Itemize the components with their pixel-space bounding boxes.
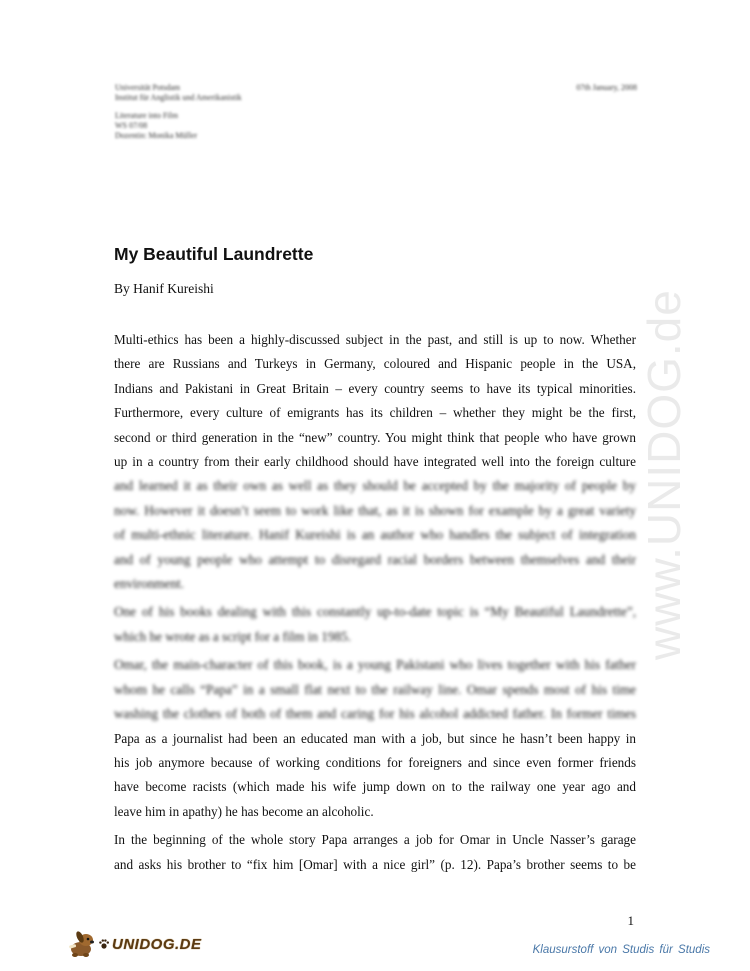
text-line: Furthermore, every culture of emigrants has its children – whether they might be the first, [114, 405, 636, 421]
blurred-text-line: now. However it doesn’t seem to work like that, as it is shown for example by a great variety [114, 502, 636, 518]
header-university: Universität Potsdam [115, 83, 181, 92]
text-line: his job anymore because of working conditions for foreigners and since even former friends [114, 754, 636, 770]
paragraph-3 [114, 653, 636, 824]
page-number: 1 [627, 913, 634, 928]
watermark: www.UNIDOG.de [638, 289, 690, 660]
paragraph-4 [114, 828, 636, 877]
footer-tagline: Klausurstoff von Studis für Studis [532, 944, 710, 956]
dog-mascot-icon [66, 928, 98, 960]
text-line: and asks his brother to “fix him [Omar] with a nice girl” (p. 12). Papa’s brother seems to be [114, 856, 636, 872]
header-course: Literature into Film [115, 111, 179, 120]
text-line: leave him in apathy) he has become an alcoholic. [114, 803, 374, 819]
document-byline: By Hanif Kureishi [114, 281, 214, 296]
logo-text: UNIDOG.DE [112, 935, 202, 953]
blurred-text-line: washing the clothes of both of them and caring for his alcohol addicted father. In former times [114, 706, 636, 722]
paragraph-1 [114, 328, 636, 596]
header-date: 07th January, 2008 [576, 83, 637, 92]
paw-icon [98, 938, 110, 950]
text-line: there are Russians and Turkeys in Germany, coloured and Hispanic people in the USA, [114, 356, 636, 372]
document-body [114, 328, 636, 881]
blurred-text-line: and learned it as their own as well as they should be accepted by the majority of people by [114, 478, 636, 494]
blurred-text-line: environment. [114, 576, 184, 592]
header-institution-block [115, 83, 242, 149]
unidog-logo [66, 928, 202, 960]
blurred-text-line: and of young people who attempt to disregard racial borders between themselves and their [114, 551, 636, 567]
header-institute: Institut für Anglistik und Amerikanistik [115, 93, 242, 102]
blurred-text-line: whom he calls “Papa” in a small flat next to the railway line. Omar spends most of his time [114, 681, 636, 697]
text-line: have become racists (which made his wife jump down on to the railway one year ago and [114, 779, 636, 795]
blurred-text-line: of multi-ethnic literature. Hanif Kureishi is an author who handles the subject of integration [114, 527, 636, 543]
text-line: Papa as a journalist had been an educated man with a job, but since he hasn’t been happy in [114, 730, 636, 746]
header-semester: WS 07/08 [115, 121, 148, 130]
text-line: second or third generation in the “new” country. You might think that people who have grown [114, 429, 636, 445]
text-line: Indians and Pakistani in Great Britain – every country seems to have its typical minorities. [114, 380, 636, 396]
text-line: up in a country from their early childhood should have integrated well into the foreign culture [114, 454, 636, 470]
text-line: In the beginning of the whole story Papa arranges a job for Omar in Uncle Nasser’s garage [114, 832, 636, 848]
blurred-text-line: Omar, the main-character of this book, is a young Pakistani who lives together with his father [114, 657, 636, 673]
blurred-text-line: which he wrote as a script for a film in 1985. [114, 628, 351, 644]
blurred-text-line: One of his books dealing with this constantly up-to-date topic is “My Beautiful Laundrette”, [114, 604, 636, 620]
document-title: My Beautiful Laundrette [114, 244, 314, 264]
header-lecturer: Dozentin: Monika Müller [115, 131, 198, 140]
paragraph-2 [114, 600, 636, 649]
text-line: Multi-ethics has been a highly-discussed subject in the past, and still is up to now. Whether [114, 332, 636, 347]
